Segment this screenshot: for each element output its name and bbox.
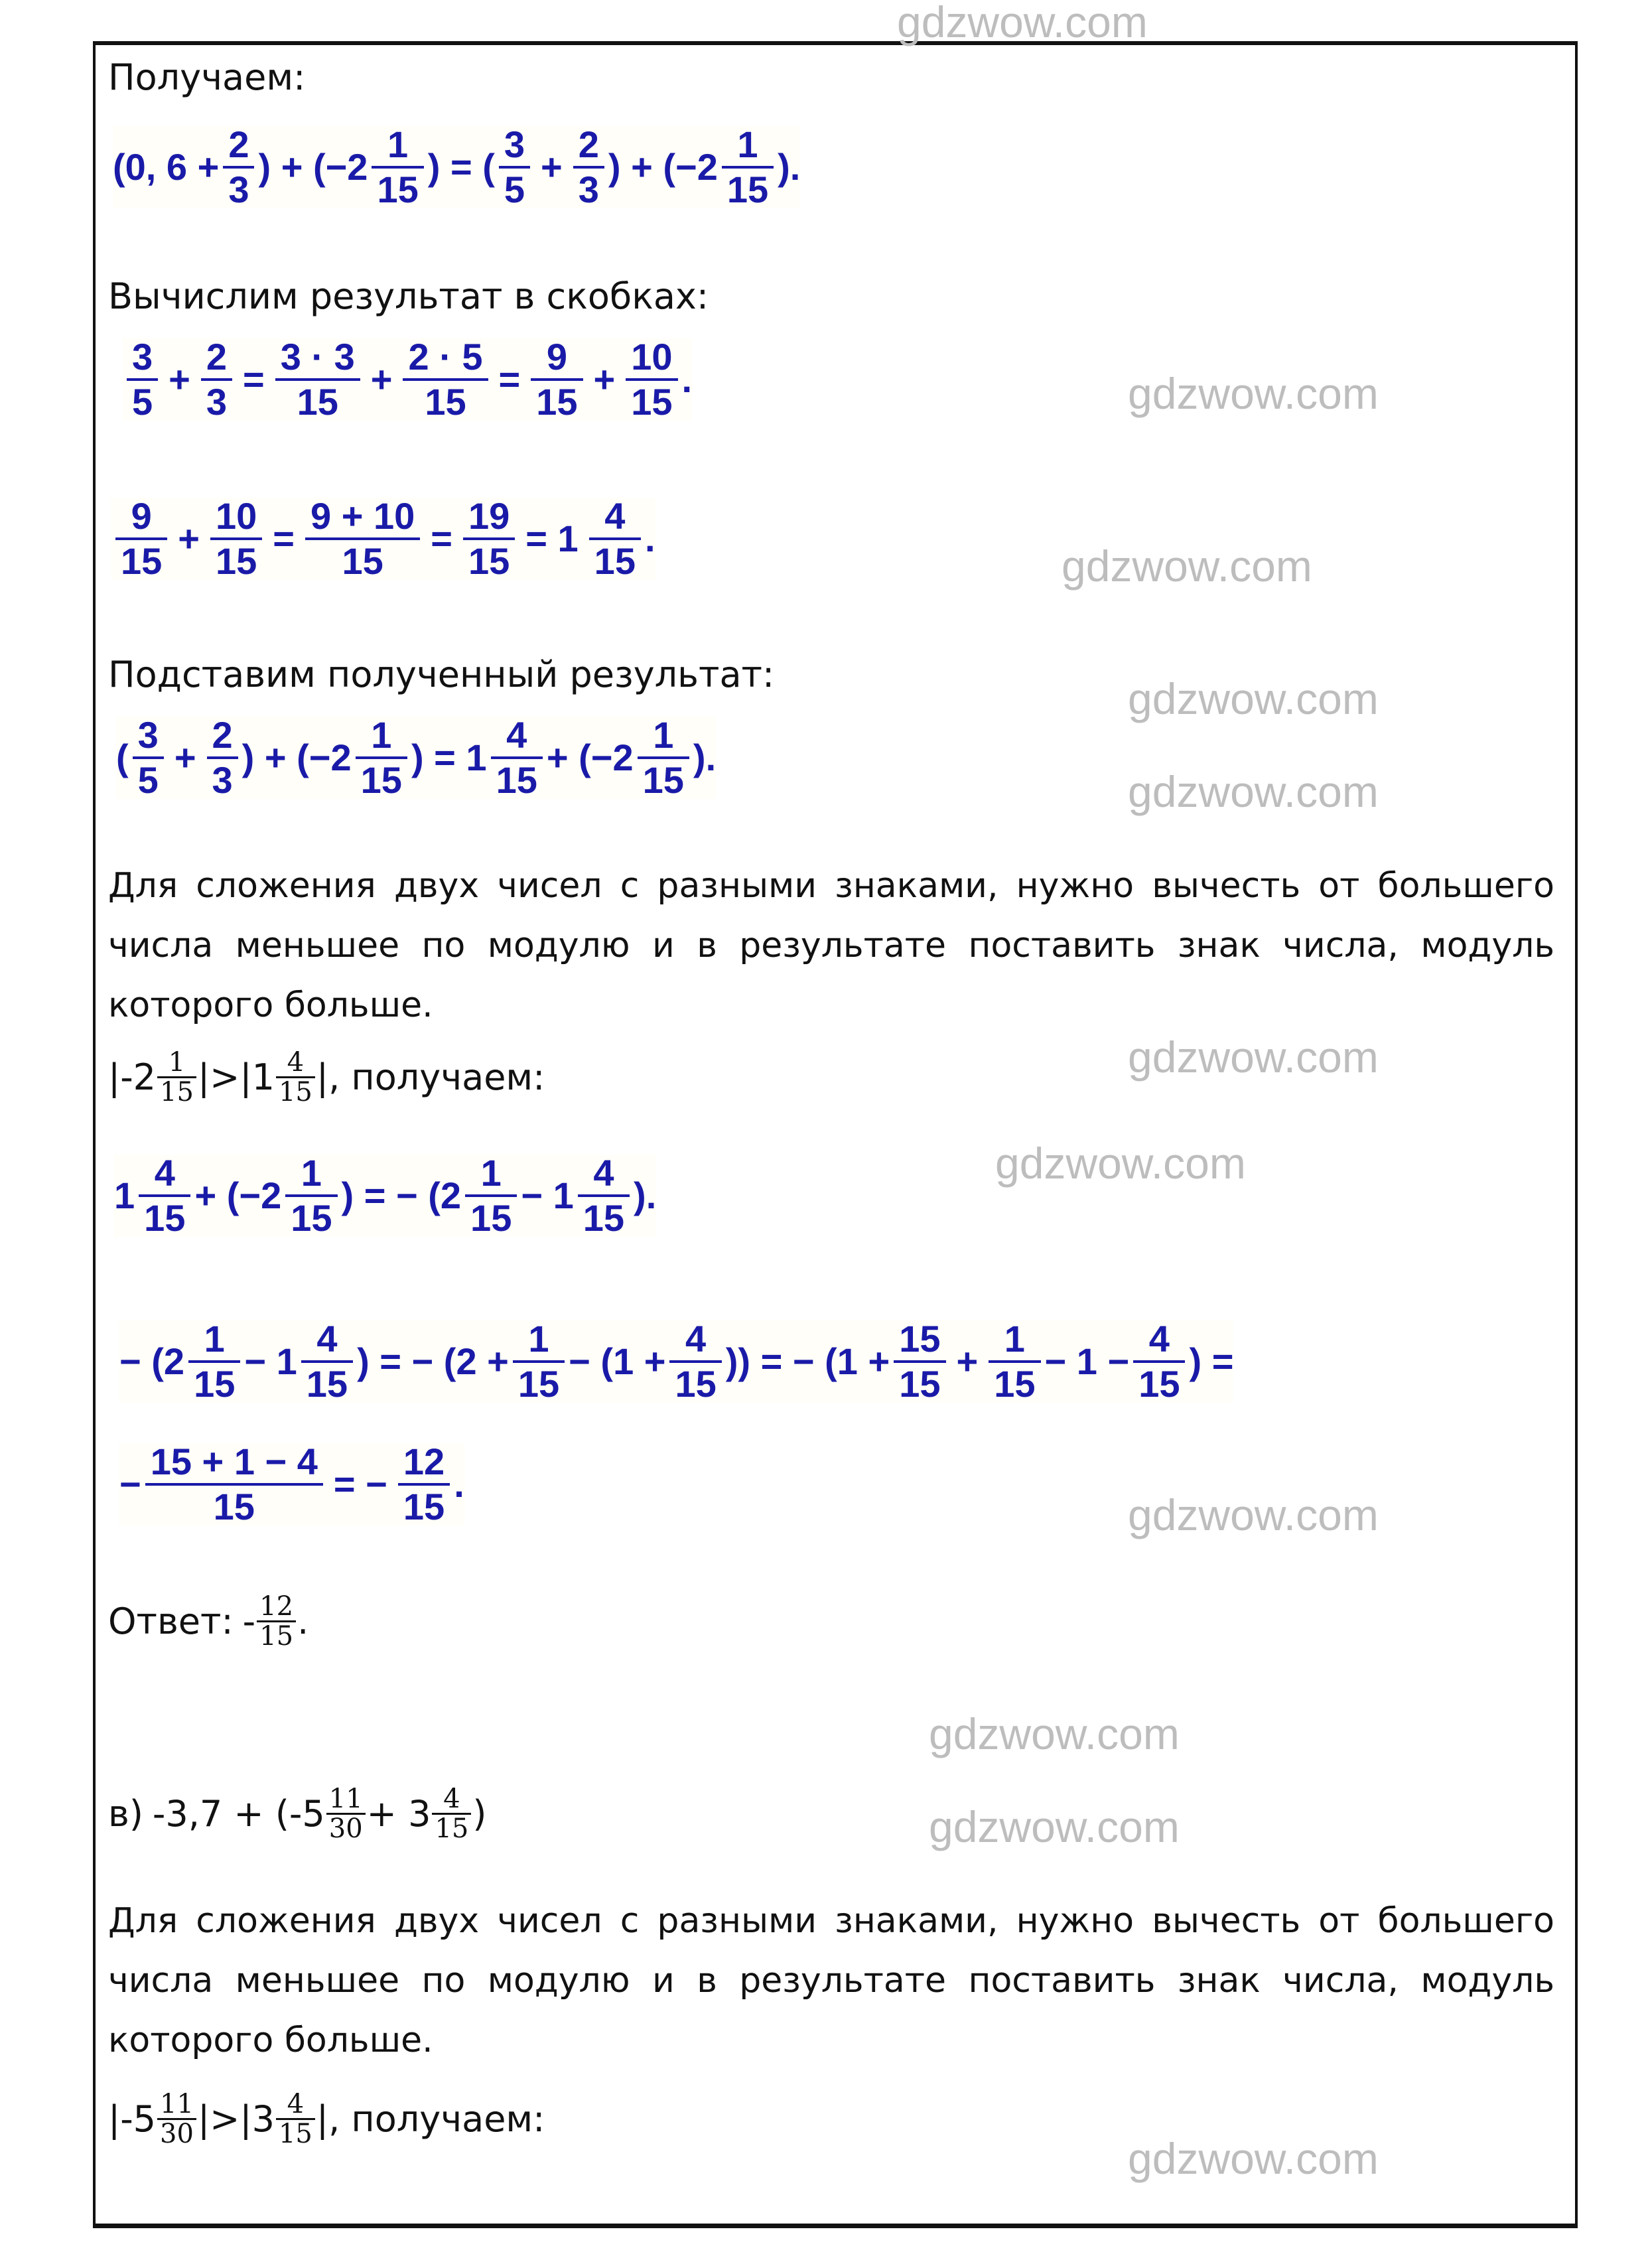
denominator: 15 bbox=[1138, 1363, 1180, 1405]
numerator: 4 bbox=[287, 1047, 305, 1078]
fraction bbox=[276, 2090, 315, 2148]
denominator: 15 bbox=[342, 540, 383, 582]
denominator: 15 bbox=[675, 1363, 717, 1405]
fraction bbox=[326, 1785, 366, 1843]
numerator: 1 bbox=[301, 1152, 322, 1194]
math-text: |-2 bbox=[108, 1056, 157, 1098]
watermark: gdzwow.com bbox=[1128, 369, 1379, 418]
numerator: 15 + 1 − 4 bbox=[150, 1441, 318, 1482]
numerator: 1 bbox=[387, 123, 409, 165]
math-text: ) + (−2 bbox=[241, 737, 352, 778]
numerator: 9 bbox=[131, 495, 152, 537]
fraction bbox=[188, 1320, 240, 1403]
fraction bbox=[531, 338, 583, 421]
fraction bbox=[638, 714, 689, 801]
fraction bbox=[573, 123, 604, 210]
denominator: 15 bbox=[594, 540, 636, 582]
denominator: 15 bbox=[213, 1486, 255, 1527]
fraction bbox=[463, 495, 515, 582]
math-text: − 1 − bbox=[1044, 1340, 1130, 1382]
answer-fraction bbox=[257, 1593, 296, 1650]
answer-sign: - bbox=[242, 1600, 256, 1642]
math-operator: = bbox=[431, 518, 452, 559]
equation-1 bbox=[113, 123, 801, 210]
watermark: gdzwow.com bbox=[995, 1139, 1246, 1188]
numerator: 10 bbox=[216, 495, 257, 537]
numerator: 10 bbox=[631, 336, 673, 378]
fraction bbox=[513, 1320, 565, 1403]
math-text: . bbox=[681, 358, 693, 400]
fraction bbox=[301, 1320, 353, 1403]
math-text: + (−2 bbox=[546, 737, 634, 778]
math-text: − (1 + bbox=[569, 1340, 666, 1382]
comparison-1 bbox=[108, 1048, 545, 1106]
numerator: 4 bbox=[506, 714, 527, 756]
math-operator: = bbox=[498, 358, 521, 400]
math-text: ) + (−2 bbox=[258, 146, 368, 188]
math-operator: + bbox=[956, 1340, 979, 1382]
watermark: gdzwow.com bbox=[897, 0, 1148, 46]
denominator: 15 bbox=[121, 540, 163, 582]
numerator: 1 bbox=[653, 714, 674, 756]
math-text: ) = 1 bbox=[411, 737, 487, 778]
numerator: 15 bbox=[899, 1318, 941, 1360]
math-text: ). bbox=[778, 146, 801, 188]
heading-podstavim: Подставим полученный результат: bbox=[108, 654, 775, 695]
numerator: 3 bbox=[137, 714, 159, 756]
equation-6 bbox=[119, 1320, 1233, 1403]
numerator: 4 bbox=[154, 1152, 175, 1194]
math-operator: = 1 bbox=[525, 518, 579, 559]
fraction bbox=[499, 123, 530, 210]
fraction bbox=[133, 714, 164, 801]
rule-paragraph: Для сложения двух чисел с разными знаками, нужно вычесть от большего числа меньшее по модулю и в результате поставить знак числа, модуль которого больше. bbox=[108, 1901, 1554, 2060]
watermark: gdzwow.com bbox=[1128, 2134, 1379, 2183]
answer-label: Ответ: bbox=[108, 1600, 234, 1642]
fraction bbox=[578, 1152, 630, 1239]
denominator: 5 bbox=[132, 381, 153, 423]
math-text: ) bbox=[472, 1792, 487, 1835]
fraction bbox=[201, 338, 232, 421]
math-text: ). bbox=[634, 1174, 657, 1216]
equation-7 bbox=[119, 1443, 464, 1525]
denominator: 30 bbox=[160, 2119, 194, 2149]
fraction bbox=[127, 338, 158, 421]
math-text: ) = bbox=[1189, 1340, 1234, 1382]
math-operator: + bbox=[169, 358, 190, 400]
fraction bbox=[207, 714, 238, 801]
denominator: 3 bbox=[228, 169, 249, 210]
math-text: − 1 bbox=[244, 1340, 297, 1382]
math-text: . bbox=[297, 1600, 309, 1642]
math-operator: + bbox=[178, 518, 200, 559]
math-text: | bbox=[316, 2097, 329, 2140]
math-text: − bbox=[119, 1463, 141, 1505]
math-text: -3,7 + (-5 bbox=[152, 1792, 325, 1835]
numerator: 4 bbox=[593, 1152, 614, 1194]
fraction bbox=[989, 1320, 1040, 1403]
numerator: 9 + 10 bbox=[310, 495, 415, 537]
math-text: |-5 bbox=[108, 2097, 157, 2140]
math-operator: = bbox=[273, 518, 295, 559]
denominator: 3 bbox=[212, 759, 233, 801]
math-text: − (2 bbox=[119, 1340, 185, 1382]
poluchaem-text: , получаем: bbox=[328, 2097, 545, 2140]
numerator: 3 bbox=[504, 123, 525, 165]
denominator: 15 bbox=[536, 381, 578, 423]
denominator: 15 bbox=[160, 1077, 194, 1107]
denominator: 15 bbox=[631, 381, 673, 423]
denominator: 15 bbox=[468, 540, 510, 582]
numerator: 2 bbox=[578, 123, 599, 165]
part-label: в) bbox=[108, 1792, 143, 1835]
fraction bbox=[626, 338, 677, 421]
denominator: 15 bbox=[517, 1363, 560, 1405]
denominator: 5 bbox=[504, 169, 525, 210]
math-text: − 1 bbox=[521, 1174, 574, 1216]
numerator: 19 bbox=[468, 495, 510, 537]
denominator: 15 bbox=[994, 1363, 1036, 1405]
heading-vychislim: Вычислим результат в скобках: bbox=[108, 275, 709, 317]
watermark: gdzwow.com bbox=[1128, 1490, 1379, 1539]
denominator: 15 bbox=[216, 540, 257, 582]
numerator: 1 bbox=[1004, 1318, 1025, 1360]
fraction bbox=[157, 2090, 196, 2148]
math-text: |>|1 bbox=[197, 1056, 275, 1098]
denominator: 15 bbox=[425, 381, 466, 423]
fraction bbox=[403, 338, 488, 421]
math-text: |>|3 bbox=[197, 2097, 275, 2140]
fraction bbox=[398, 1443, 450, 1525]
math-operator: = bbox=[243, 358, 265, 400]
denominator: 15 bbox=[278, 2119, 312, 2149]
math-text: | bbox=[316, 1056, 329, 1098]
numerator: 2 bbox=[228, 123, 249, 165]
fraction bbox=[145, 1443, 323, 1525]
numerator: 1 bbox=[528, 1318, 549, 1360]
math-operator: + bbox=[174, 737, 196, 778]
math-text: (0, 6 + bbox=[113, 146, 220, 188]
numerator: 4 bbox=[287, 2089, 305, 2119]
fraction bbox=[356, 714, 407, 801]
denominator: 15 bbox=[306, 1363, 348, 1405]
denominator: 15 bbox=[642, 759, 684, 801]
math-text: . bbox=[644, 518, 655, 559]
denominator: 5 bbox=[137, 759, 159, 801]
fraction bbox=[157, 1048, 196, 1106]
math-operator: + bbox=[593, 358, 616, 400]
denominator: 15 bbox=[360, 759, 402, 801]
numerator: 1 bbox=[480, 1152, 502, 1194]
equation-2 bbox=[123, 338, 692, 421]
fraction bbox=[275, 338, 360, 421]
watermark: gdzwow.com bbox=[929, 1802, 1180, 1851]
denominator: 15 bbox=[144, 1197, 186, 1239]
denominator: 30 bbox=[328, 1813, 363, 1844]
denominator: 15 bbox=[291, 1197, 332, 1239]
fraction bbox=[669, 1320, 721, 1403]
fraction bbox=[223, 123, 254, 210]
fraction bbox=[276, 1048, 315, 1106]
numerator: 12 bbox=[259, 1591, 294, 1622]
denominator: 15 bbox=[726, 169, 769, 210]
equation-4 bbox=[116, 714, 717, 801]
answer-line bbox=[108, 1593, 309, 1650]
numerator: 2 bbox=[206, 336, 228, 378]
denominator: 15 bbox=[403, 1486, 445, 1527]
denominator: 15 bbox=[377, 169, 419, 210]
watermark: gdzwow.com bbox=[1128, 1032, 1379, 1082]
math-text: ) = ( bbox=[427, 146, 495, 188]
fraction bbox=[432, 1785, 471, 1843]
numerator: 4 bbox=[443, 1784, 460, 1814]
part-v-expression bbox=[108, 1785, 486, 1843]
fraction bbox=[139, 1152, 190, 1239]
equation-3 bbox=[111, 495, 655, 582]
comparison-2 bbox=[108, 2090, 545, 2148]
numerator: 4 bbox=[685, 1318, 707, 1360]
numerator: 4 bbox=[604, 495, 626, 537]
numerator: 2 · 5 bbox=[408, 336, 483, 378]
fraction bbox=[305, 495, 420, 582]
watermark: gdzwow.com bbox=[929, 1709, 1180, 1758]
math-operator: + bbox=[370, 358, 393, 400]
numerator: 2 bbox=[212, 714, 233, 756]
fraction bbox=[894, 1320, 945, 1403]
numerator: 1 bbox=[371, 714, 392, 756]
denominator: 15 bbox=[899, 1363, 941, 1405]
numerator: 9 bbox=[546, 336, 567, 378]
denominator: 15 bbox=[583, 1197, 625, 1239]
numerator: 1 bbox=[204, 1318, 225, 1360]
denominator: 15 bbox=[259, 1621, 294, 1652]
equation-5 bbox=[114, 1152, 657, 1239]
math-operator: = − bbox=[333, 1463, 387, 1505]
fraction bbox=[285, 1152, 337, 1239]
denominator: 15 bbox=[297, 381, 338, 423]
numerator: 4 bbox=[1148, 1318, 1170, 1360]
fraction bbox=[210, 495, 262, 582]
math-text: )) = − (1 + bbox=[725, 1340, 890, 1382]
heading-poluchaem: Получаем: bbox=[108, 56, 306, 98]
numerator: 1 bbox=[168, 1047, 186, 1078]
numerator: 3 bbox=[132, 336, 153, 378]
fraction bbox=[115, 495, 167, 582]
numerator: 3 · 3 bbox=[280, 336, 355, 378]
denominator: 15 bbox=[470, 1197, 512, 1239]
fraction bbox=[722, 123, 774, 210]
fraction bbox=[589, 495, 641, 582]
fraction bbox=[372, 123, 423, 210]
fraction bbox=[465, 1152, 517, 1239]
math-text: ( bbox=[116, 737, 129, 778]
watermark: gdzwow.com bbox=[1128, 767, 1379, 816]
math-text: ) = − (2 bbox=[341, 1174, 462, 1216]
math-operator: + bbox=[541, 146, 563, 188]
math-text: + 3 bbox=[366, 1792, 431, 1835]
poluchaem-text: , получаем: bbox=[328, 1056, 545, 1098]
math-text: 1 bbox=[114, 1174, 135, 1216]
rule-paragraph: Для сложения двух чисел с разными знаками, нужно вычесть от большего числа меньшее по модулю и в результате поставить знак числа, модуль которого больше. bbox=[108, 866, 1554, 1025]
denominator: 3 bbox=[578, 169, 599, 210]
math-text: ). bbox=[693, 737, 717, 778]
math-text: ) + (−2 bbox=[608, 146, 718, 188]
denominator: 15 bbox=[194, 1363, 236, 1405]
denominator: 15 bbox=[435, 1813, 469, 1844]
watermark: gdzwow.com bbox=[1128, 674, 1379, 723]
fraction bbox=[491, 714, 543, 801]
fraction bbox=[1133, 1320, 1185, 1403]
math-text: + (−2 bbox=[194, 1174, 282, 1216]
numerator: 11 bbox=[160, 2089, 194, 2119]
numerator: 1 bbox=[737, 123, 758, 165]
math-text: . bbox=[454, 1463, 464, 1505]
watermark: gdzwow.com bbox=[1062, 541, 1312, 591]
math-text: ) = − (2 + bbox=[357, 1340, 509, 1382]
denominator: 3 bbox=[206, 381, 228, 423]
denominator: 15 bbox=[496, 759, 537, 801]
numerator: 12 bbox=[403, 1441, 445, 1482]
denominator: 15 bbox=[278, 1077, 312, 1107]
numerator: 11 bbox=[328, 1784, 363, 1814]
numerator: 4 bbox=[316, 1318, 338, 1360]
